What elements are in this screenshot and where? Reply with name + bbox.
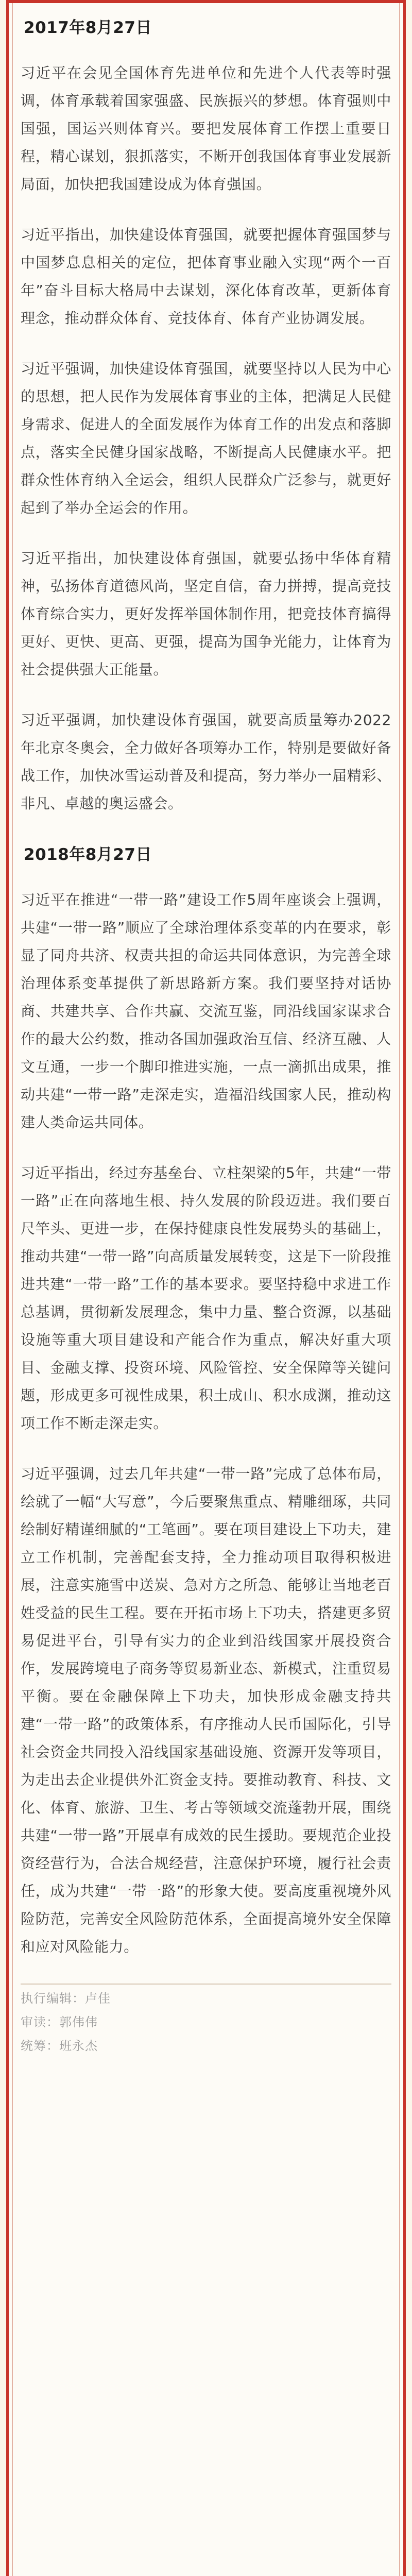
article-content — [21, 14, 391, 2058]
paragraph: 习近平指出，加快建设体育强国，就要弘扬中华体育精神，弘扬体育道德风尚，坚定自信，奋力拼搏，提高竞技体育综合实力，更好发挥举国体制作用，把竞技体育搞得更好、更快、更高、更强，提高为国争光能力，让体育为社会提供强大正能量。 — [21, 550, 391, 678]
credit-proofreader: 审读：郭伟伟 — [21, 2015, 98, 2029]
frame-top-edge — [6, 0, 406, 3]
paragraph: 习近平在推进“一带一路”建设工作5周年座谈会上强调，共建“一带一路”顺应了全球治理体系变革的内在要求，彰显了同舟共济、权责共担的命运共同体意识，为完善全球治理体系变革提供了新思路新方案。我们要坚持对话协商、共建共享、合作共赢、交流互鉴，同沿线国家谋求合作的最大公约数，推动各国加强政治互信、经济互融、人文互通，一步一个脚印推进实施，一点一滴抓出成果，推动共建“一带一路”走深走实，造福沿线国家人民，推动构建人类命运共同体。 — [21, 891, 391, 1131]
credit-coordinator: 统筹：班永杰 — [21, 2039, 98, 2053]
editor-credits — [21, 1984, 391, 2058]
paragraph: 习近平在会见全国体育先进单位和先进个人代表等时强调，体育承载着国家强盛、民族振兴的梦想。体育强则中国强，国运兴则体育兴。要把发展体育工作摆上重要日程，精心谋划，狠抓落实，不断开创我国体育事业发展新局面，加快把我国建设成为体育强国。 — [21, 64, 391, 193]
paragraph: 习近平强调，加快建设体育强国，就要坚持以人民为中心的思想，把人民作为发展体育事业的主体，把满足人民健身需求、促进人的全面发展作为体育工作的出发点和落脚点，落实全民健身国家战略，不断提高人民健康水平。把群众性体育纳入全运会，组织人民群众广泛参与，就更好起到了举办全运会的作用。 — [21, 360, 391, 516]
paragraph: 习近平强调，过去几年共建“一带一路”完成了总体布局，绘就了一幅“大写意”，今后要聚焦重点、精雕细琢，共同绘制好精谨细腻的“工笔画”。要在项目建设上下功夫，建立工作机制，完善配套支持，全力推动项目取得积极进展，注意实施雪中送炭、急对方之所急、能够让当地老百姓受益的民生工程。要在开拓市场上下功夫，搭建更多贸易促进平台，引导有实力的企业到沿线国家开展投资合作，发展跨境电子商务等贸易新业态、新模式，注重贸易平衡。要在金融保障上下功夫，加快形成金融支持共建“一带一路”的政策体系，有序推动人民币国际化，引导社会资金共同投入沿线国家基础设施、资源开发等项目，为走出去企业提供外汇资金支持。要推动教育、科技、文化、体育、旅游、卫生、考古等领域交流蓬勃开展，围绕共建“一带一路”开展卓有成效的民生援助。要规范企业投资经营行为，合法合规经营，注意保护环境，履行社会责任，成为共建“一带一路”的形象大使。要高度重视境外风险防范，完善安全风险防范体系，全面提高境外安全保障和应对风险能力。 — [21, 1465, 391, 1955]
paragraph: 习近平指出，经过夯基垒台、立柱架梁的5年，共建“一带一路”正在向落地生根、持久发展的阶段迈进。我们要百尺竿头、更进一步，在保持健康良性发展势头的基础上，推动共建“一带一路”向高质量发展转变，这是下一阶段推进共建“一带一路”工作的基本要求。要坚持稳中求进工作总基调，贯彻新发展理念，集中力量、整合资源，以基础设施等重大项目建设和产能合作为重点，解决好重大项目、金融支撑、投资环境、风险管控、安全保障等关键问题，形成更多可视性成果，积土成山、积水成渊，推动这项工作不断走深走实。 — [21, 1164, 391, 1432]
paragraph: 习近平指出，加快建设体育强国，就要把握体育强国梦与中国梦息息相关的定位，把体育事业融入实现“两个一百年”奋斗目标大格局中去谋划，深化体育改革，更新体育理念，推动群众体育、竞技体育、体育产业协调发展。 — [21, 226, 391, 327]
section-2018 — [21, 841, 391, 1961]
section-2017 — [21, 14, 391, 818]
credit-executive-editor: 执行编辑：卢佳 — [21, 1991, 111, 2006]
section-date: 2018年8月27日 — [24, 845, 152, 864]
section-date: 2017年8月27日 — [24, 19, 152, 37]
paragraph: 习近平强调，加快建设体育强国，就要高质量筹办2022年北京冬奥会，全力做好各项筹办工作，特别是要做好备战工作，加快冰雪运动普及和提高，努力举办一届精彩、非凡、卓越的奥运盛会。 — [21, 711, 391, 812]
